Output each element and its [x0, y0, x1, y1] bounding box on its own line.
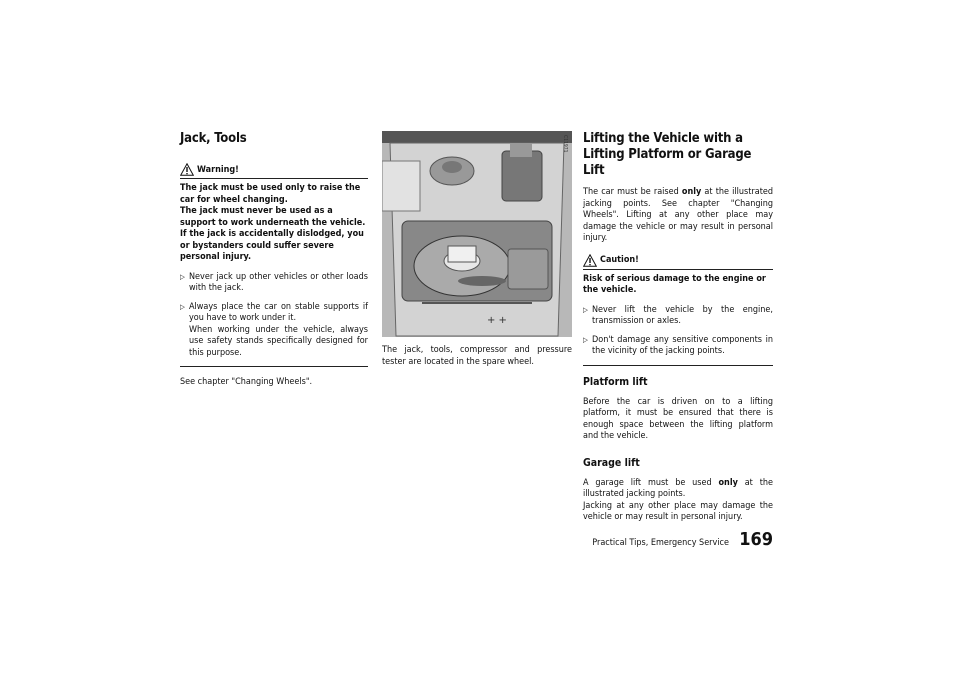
garage-text-2: Jacking at any other place may damage the vehicle or may result in personal injury. [583, 500, 773, 522]
arrow-bullet-icon: ▷ [583, 305, 588, 314]
arrow-bullet-icon: ▷ [180, 302, 185, 311]
column-middle [382, 131, 572, 377]
arrow-bullet-icon: ▷ [583, 335, 588, 344]
caution-header [583, 254, 773, 270]
divider [583, 365, 773, 366]
warning-label: Warning! [197, 164, 239, 175]
caution-text: Risk of serious damage to the engine or the vehicle. [583, 273, 766, 295]
platform-text: Before the car is driven on to a lifting platform, it must be ensured that there is enough space between the lifting platform and the vehicle. [583, 396, 773, 441]
photo-code: C11971 [562, 135, 568, 153]
list-item: ▷ Always place the car on stable supports if you have to work under it. When working under the vehicle, always use safety stands specifically designed for this purpose. [180, 301, 368, 358]
svg-text:+ +: + + [487, 315, 507, 326]
section-name: Practical Tips, Emergency Service [592, 538, 729, 548]
list-item: ▷ Don't damage any sensitive components in the vicinity of the jacking points. [583, 334, 773, 356]
section-title-jack-tools: Jack, Tools [180, 131, 247, 146]
list-item: ▷ Never lift the vehicle by the engine, transmission or axles. [583, 304, 773, 326]
section-title-lifting: Lifting the Vehicle with a Lifting Platform or Garage Lift [583, 131, 752, 178]
warning-line: The jack must be used only to raise the car for wheel changing. [180, 183, 361, 205]
subsection-title-garage: Garage lift [583, 456, 640, 469]
divider [180, 366, 368, 367]
warning-triangle-icon [180, 163, 194, 176]
see-chapter-note: See chapter "Changing Wheels". [180, 377, 313, 387]
spare-wheel-photo [382, 131, 572, 337]
warning-line: The jack must never be used as a support to work underneath the vehicle. If the jack is accidentally dislodged, you or bystanders could suffer severe personal injury. [180, 206, 366, 262]
caution-label: Caution! [600, 255, 639, 265]
column-right [583, 131, 773, 533]
subsection-title-platform: Platform lift [583, 375, 648, 388]
list-item: ▷ Never jack up other vehicles or other loads with the jack. [180, 271, 368, 293]
trunk-illustration [382, 131, 572, 337]
column-left [180, 131, 368, 398]
garage-text: A garage lift must be used only at the illustrated jacking points. [583, 477, 773, 499]
lifting-intro: The car must be raised only at the illustrated jacking points. See chapter "Changing Wheels". Lifting at any other place may damage the vehicle or may result in personal injury. [583, 187, 773, 243]
arrow-bullet-icon: ▷ [180, 272, 185, 281]
photo-caption: The jack, tools, compressor and pressure tester are located in the spare wheel. [382, 345, 572, 367]
page-footer [577, 531, 773, 551]
warning-header [180, 163, 368, 179]
warning-text [180, 183, 368, 264]
caution-triangle-icon [583, 254, 597, 267]
page-number: 169 [739, 529, 773, 550]
